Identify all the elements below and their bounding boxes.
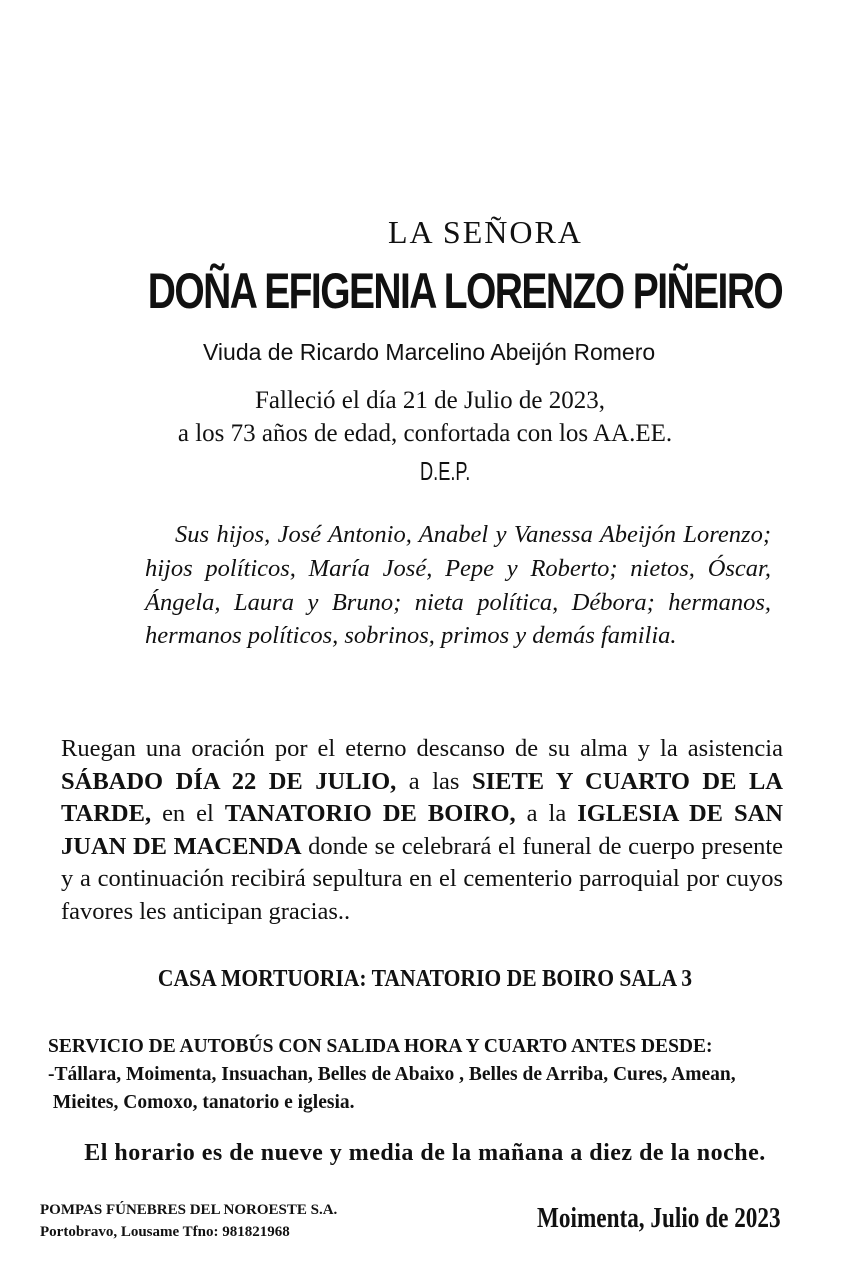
widow-of-line: Viuda de Ricardo Marcelino Abeijón Romero [203,339,656,365]
place-and-date: Moimenta, Julio de 2023 [537,1202,781,1234]
bus-service-title: SERVICIO DE AUTOBÚS CON SALIDA HORA Y CUARTO ANTES DESDE: [48,1036,713,1057]
ceremony-time: SIETE Y CUARTO DE LA TARDE, [61,767,784,828]
dep-mark: D.E.P. [420,456,471,486]
bus-service-block [48,1033,838,1117]
deceased-name: DOÑA EFIGENIA LORENZO PIÑEIRO [147,263,783,319]
visiting-hours: El horario es de nueve y media de la mañana a diez de la noche. [84,1140,766,1166]
prayer-text: en el [151,800,225,828]
death-date-line: Falleció el día 21 de Julio de 2023, [255,387,605,414]
funeral-company-name: POMPAS FÚNEBRES DEL NOROESTE S.A. [40,1202,338,1218]
ceremony-date: SÁBADO DÍA 22 DE JULIO, [61,767,397,795]
prayer-text: Ruegan una oración por el eterno descanso de su alma y la asistencia [61,735,783,762]
funeral-home: TANATORIO DE BOIRO, [224,800,516,828]
bus-stops-line: -Tállara, Moimenta, Insuachan, Belles de Abaixo , Belles de Arriba, Cures, Amean, [48,1064,736,1085]
casa-mortuoria: CASA MORTUORIA: TANATORIO DE BOIRO SALA 3 [157,966,693,992]
funeral-company-address: Portobravo, Lousame Tfno: 981821968 [40,1224,290,1240]
bus-stops-line: Mieites, Comoxo, tanatorio e iglesia. [48,1092,355,1113]
honorific-title: LA SEÑORA [388,214,583,250]
prayer-paragraph [61,733,783,929]
church-name: IGLESIA DE SAN JUAN DE MACENDA [61,800,783,860]
prayer-text: a la [515,800,578,828]
death-age-line: a los 73 años de edad, confortada con los AA.EE. [177,420,673,447]
prayer-text: donde se celebrará el funeral de cuerpo presente y a continuación recibirá sepultura en el cementerio parroquial por cuyos favores les anticipan gracias.. [61,832,783,925]
family-paragraph: Sus hijos, José Antonio, Anabel y Vanessa Abeijón Lorenzo; hijos políticos, María José, Pepe y Roberto; nietos, Óscar, Ángela, Laura y Bruno; nieta política, Débora; hermanos, hermanos políticos, sobrinos, primos y demás familia. [145,521,771,650]
prayer-text: a las [396,767,472,795]
